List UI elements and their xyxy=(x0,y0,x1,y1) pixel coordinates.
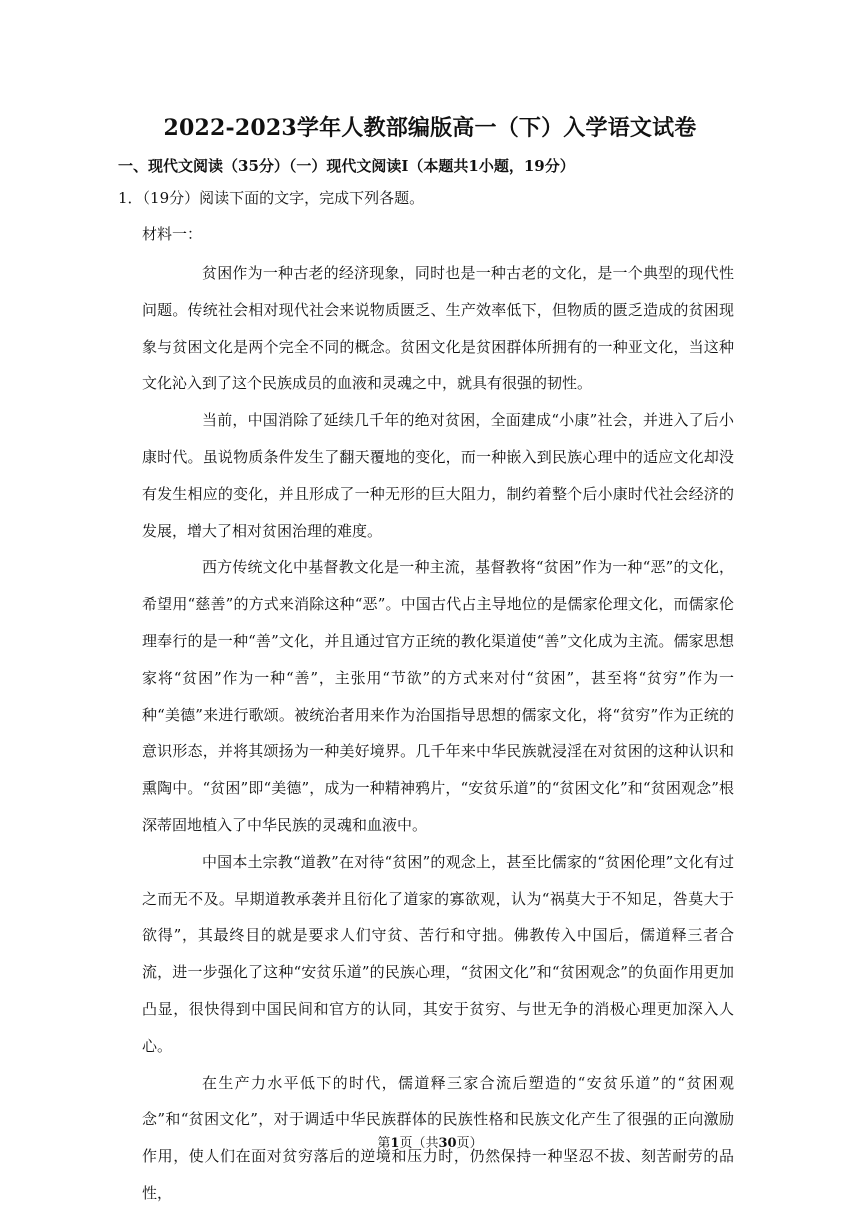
passage-paragraph-3: 西方传统文化中基督教文化是一种主流，基督教将“贫困”作为一种“恶”的文化，希望用“慈善”的方式来消除这种“恶”。中国古代占主导地位的是儒家伦理文化，而儒家伦理奉行的是一种“善”文化，并且通过官方正统的教化渠道使“善”文化成为主流。儒家思想家将“贫困”作为一种“善”，主张用“节欲”的方式来对付“贫困”，甚至将“贫穷”作为一种“美德”来进行歌颂。被统治者用来作为治国指导思想的儒家文化，将“贫穷”作为正统的意识形态，并将其颂扬为一种美好境界。几千年来中华民族就浸淫在对贫困的这种认识和熏陶中。“贫困”即“美德”，成为一种精神鸦片，“安贫乐道”的“贫困文化”和“贫困观念”根深蒂固地植入了中华民族的灵魂和血液中。 xyxy=(142,558,734,834)
passage-paragraph-4: 中国本土宗教“道教”在对待“贫困”的观念上，甚至比儒家的“贫困伦理”文化有过之而无不及。早期道教承袭并且衍化了道家的寡欲观，认为“祸莫大于不知足，咎莫大于欲得”，其最终目的就是要求人们守贫、苦行和守拙。佛教传入中国后，儒道释三者合流，进一步强化了这种“安贫乐道”的民族心理，“贫困文化”和“贫困观念”的负面作用更加凸显，很快得到中国民间和官方的认同，其安于贫穷、与世无争的消极心理更加深入人心。 xyxy=(142,852,734,1055)
footer-prefix: 第 xyxy=(377,1136,391,1151)
document-title: 2022-2023学年人教部编版高一（下）入学语文试卷 xyxy=(163,115,697,141)
passage-body xyxy=(142,255,734,1212)
footer-page-number: 1 xyxy=(390,1136,400,1151)
section-heading: 一、现代文阅读（35分）（一）现代文阅读Ⅰ（本题共1小题，19分） xyxy=(118,157,575,175)
footer-suffix: 页） xyxy=(456,1136,483,1151)
page-footer xyxy=(0,1134,860,1154)
question-stem: 1．（19分）阅读下面的文字，完成下列各题。 xyxy=(118,189,425,207)
passage-paragraph-1: 贫困作为一种古老的经济现象，同时也是一种古老的文化，是一个典型的现代性问题。传统社会相对现代社会来说物质匮乏、生产效率低下，但物质的匮乏造成的贫困现象与贫困文化是两个完全不同的概念。贫困文化是贫困群体所拥有的一种亚文化，当这种文化沁入到了这个民族成员的血液和灵魂之中，就具有很强的韧性。 xyxy=(142,264,734,393)
passage-paragraph-2: 当前，中国消除了延续几千年的绝对贫困，全面建成“小康”社会，并进入了后小康时代。虽说物质条件发生了翻天覆地的变化，而一种嵌入到民族心理中的适应文化却没有发生相应的变化，并且形成了一种无形的巨大阻力，制约着整个后小康时代社会经济的发展，增大了相对贫困治理的难度。 xyxy=(142,411,734,540)
material-label: 材料一： xyxy=(142,225,203,243)
footer-middle: 页（共 xyxy=(399,1136,439,1151)
footer-total-pages: 30 xyxy=(438,1136,457,1151)
passage-paragraph-5: 在生产力水平低下的时代，儒道释三家合流后塑造的“安贫乐道”的“贫困观念”和“贫困文化”，对于调适中华民族群体的民族性格和民族文化产生了很强的正向激励作用，使人们在面对贫穷落后的逆境和压力时，仍然保持一种坚忍不拔、刻苦耐劳的品性， xyxy=(142,1073,734,1202)
